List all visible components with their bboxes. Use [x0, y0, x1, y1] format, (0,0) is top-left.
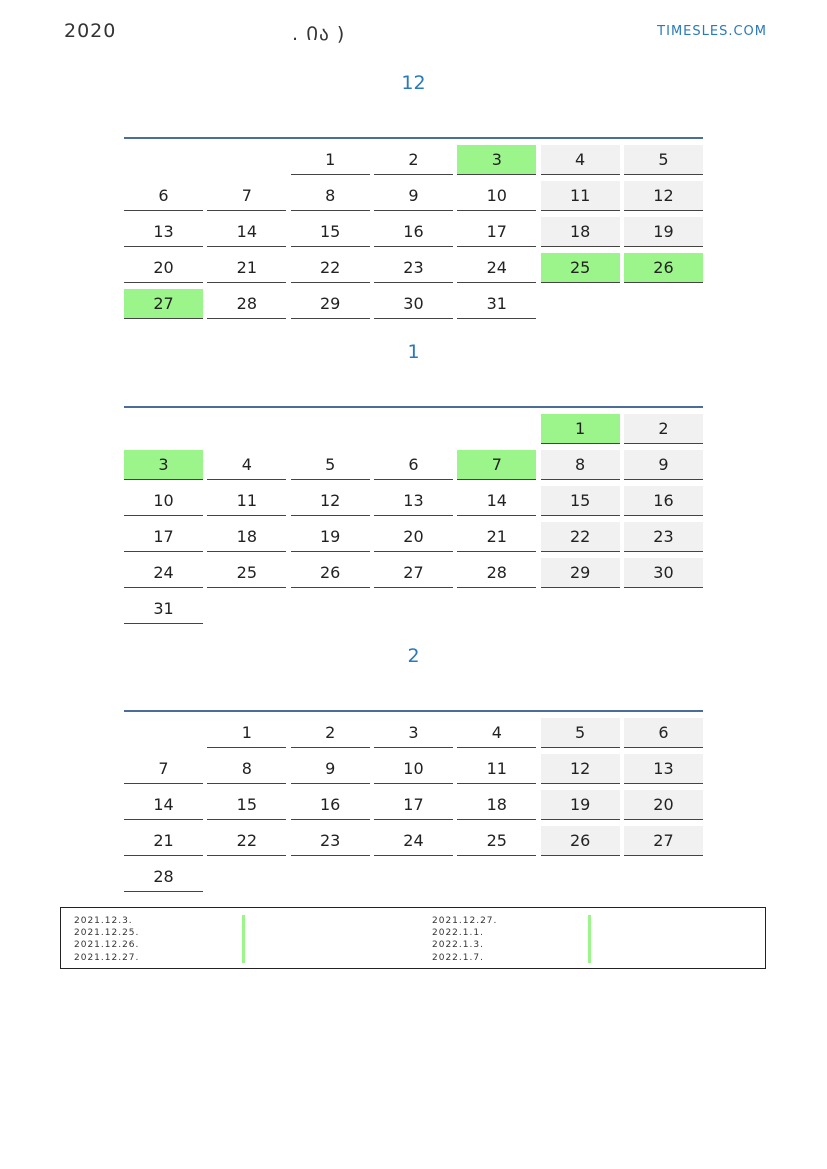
week-row [124, 175, 703, 211]
day-cell: 28 [207, 289, 286, 319]
week-row [124, 712, 703, 748]
day-cell: 28 [457, 558, 536, 588]
day-cell: 16 [624, 486, 703, 516]
day-cell: 18 [457, 790, 536, 820]
day-cell: 14 [124, 790, 203, 820]
day-cell: 26 [291, 558, 370, 588]
day-cell: 21 [457, 522, 536, 552]
week-row [124, 820, 703, 856]
day-cell: 18 [541, 217, 620, 247]
day-cell: 7 [124, 754, 203, 784]
day-cell: 11 [457, 754, 536, 784]
month-title-january: 1 [407, 341, 420, 363]
day-cell: 19 [291, 522, 370, 552]
day-cell: 6 [124, 181, 203, 211]
day-cell: 22 [291, 253, 370, 283]
week-row [124, 748, 703, 784]
week-row [124, 283, 703, 319]
legend-date: 2021.12.27. [432, 916, 498, 926]
day-cell: 9 [291, 754, 370, 784]
day-cell: 4 [207, 450, 286, 480]
day-cell: 2 [374, 145, 453, 175]
legend-date: 2021.12.3. [74, 916, 133, 926]
week-row [124, 247, 703, 283]
day-cell: 18 [207, 522, 286, 552]
day-cell: 23 [374, 253, 453, 283]
day-cell: 1 [291, 145, 370, 175]
day-cell: 21 [124, 826, 203, 856]
holiday-legend [60, 907, 766, 969]
day-cell: 3 [124, 450, 203, 480]
day-cell: 31 [457, 289, 536, 319]
week-row [124, 480, 703, 516]
day-cell: 20 [624, 790, 703, 820]
header-title: . Ია ) [292, 23, 346, 45]
legend-date: 2021.12.27. [74, 952, 140, 963]
month-calendar-january [124, 406, 703, 624]
day-cell: 23 [291, 826, 370, 856]
day-cell: 26 [624, 253, 703, 283]
day-cell: 10 [457, 181, 536, 211]
legend-date: 2022.1.3. [432, 940, 484, 951]
day-cell: 23 [624, 522, 703, 552]
day-cell: 25 [457, 826, 536, 856]
day-cell: 4 [457, 718, 536, 748]
day-cell: 1 [541, 414, 620, 444]
day-cell: 25 [207, 558, 286, 588]
day-cell: 12 [541, 754, 620, 784]
legend-column-left [74, 915, 139, 964]
month-calendar-december [124, 137, 703, 319]
day-cell: 17 [457, 217, 536, 247]
day-cell: 30 [374, 289, 453, 319]
day-cell: 11 [207, 486, 286, 516]
day-cell: 5 [624, 145, 703, 175]
day-cell: 27 [124, 289, 203, 319]
legend-column-right [432, 915, 497, 964]
day-cell: 13 [624, 754, 703, 784]
day-cell: 6 [374, 450, 453, 480]
day-cell: 5 [291, 450, 370, 480]
legend-marker [242, 915, 245, 963]
day-cell: 30 [624, 558, 703, 588]
day-cell: 22 [207, 826, 286, 856]
day-cell: 9 [374, 181, 453, 211]
day-cell: 29 [541, 558, 620, 588]
day-cell: 14 [457, 486, 536, 516]
week-row [124, 444, 703, 480]
day-cell: 11 [541, 181, 620, 211]
day-cell: 14 [207, 217, 286, 247]
day-cell: 9 [624, 450, 703, 480]
day-cell: 3 [457, 145, 536, 175]
day-cell: 5 [541, 718, 620, 748]
day-cell: 15 [207, 790, 286, 820]
day-cell: 19 [624, 217, 703, 247]
day-cell: 20 [124, 253, 203, 283]
day-cell: 10 [374, 754, 453, 784]
legend-date: 2021.12.25. [74, 928, 140, 939]
day-cell: 8 [207, 754, 286, 784]
day-cell: 16 [374, 217, 453, 247]
day-cell: 1 [207, 718, 286, 748]
week-row [124, 211, 703, 247]
day-cell: 15 [291, 217, 370, 247]
day-cell: 25 [541, 253, 620, 283]
day-cell: 16 [291, 790, 370, 820]
legend-date: 2022.1.1. [432, 928, 484, 939]
week-row [124, 588, 703, 624]
day-cell: 20 [374, 522, 453, 552]
week-row [124, 784, 703, 820]
day-cell: 28 [124, 862, 203, 892]
day-cell: 24 [457, 253, 536, 283]
day-cell: 31 [124, 594, 203, 624]
header-year: 2020 [64, 20, 117, 42]
day-cell: 27 [624, 826, 703, 856]
day-cell: 17 [124, 522, 203, 552]
week-row [124, 552, 703, 588]
day-cell: 17 [374, 790, 453, 820]
legend-date: 2022.1.7. [432, 952, 484, 963]
day-cell: 13 [124, 217, 203, 247]
day-cell: 27 [374, 558, 453, 588]
day-cell: 8 [541, 450, 620, 480]
day-cell: 12 [624, 181, 703, 211]
legend-marker [588, 915, 591, 963]
day-cell: 4 [541, 145, 620, 175]
day-cell: 13 [374, 486, 453, 516]
day-cell: 3 [374, 718, 453, 748]
day-cell: 19 [541, 790, 620, 820]
day-cell: 24 [374, 826, 453, 856]
month-title-february: 2 [407, 645, 420, 667]
day-cell: 7 [207, 181, 286, 211]
day-cell: 8 [291, 181, 370, 211]
day-cell: 29 [291, 289, 370, 319]
legend-date: 2021.12.26. [74, 940, 140, 951]
week-row [124, 856, 703, 892]
day-cell: 2 [624, 414, 703, 444]
day-cell: 15 [541, 486, 620, 516]
day-cell: 2 [291, 718, 370, 748]
week-row [124, 408, 703, 444]
month-calendar-february [124, 710, 703, 892]
day-cell: 21 [207, 253, 286, 283]
month-title-december: 12 [401, 72, 426, 94]
day-cell: 10 [124, 486, 203, 516]
week-row [124, 139, 703, 175]
week-row [124, 516, 703, 552]
day-cell: 6 [624, 718, 703, 748]
site-link[interactable]: TIMESLES.COM [657, 24, 767, 39]
day-cell: 26 [541, 826, 620, 856]
day-cell: 22 [541, 522, 620, 552]
day-cell: 7 [457, 450, 536, 480]
day-cell: 24 [124, 558, 203, 588]
day-cell: 12 [291, 486, 370, 516]
